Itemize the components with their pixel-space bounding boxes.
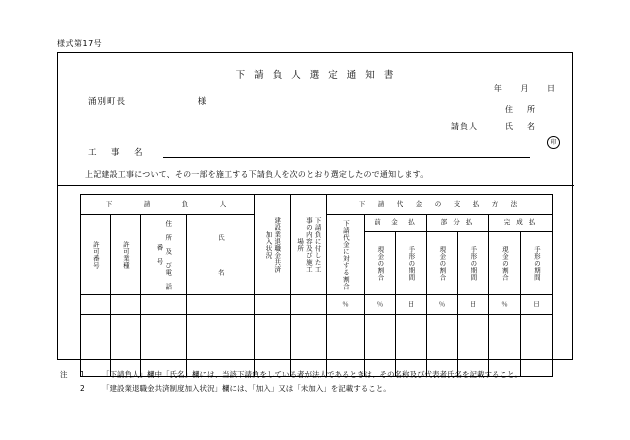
note-number: 2 [80,384,85,393]
unit-cell-partial-cash: ％ [427,295,458,315]
header-shitauke-koji [291,195,327,295]
header-advance-cash-ratio-wrap: 現金の割合 [376,245,385,281]
header-address-phone-wrap: 住 所 及 び電 話 番 号 [155,219,173,297]
unit-cell-name [187,295,255,315]
form-number: 様式第17号 [57,39,103,48]
contractor-block [451,101,538,135]
subcontractor-table [80,194,553,377]
header-permit-number-wrap: 許可番号 [91,240,100,269]
unit-cell-permit-type [111,295,141,315]
header-taishoku [255,195,291,295]
header-permit-type-wrap: 許可業種 [121,240,130,269]
contractor-address-label: 住 所 [505,105,538,114]
header-final-cash-ratio [489,232,521,295]
header-final-payment: 完 成 払 [489,215,553,232]
header-advance-bill-term [396,232,427,295]
unit-cell-advance-cash: ％ [365,295,396,315]
contractor-label: 請負人 [451,122,478,131]
header-final-bill-term [521,232,553,295]
unit-cell-final-cash: ％ [489,295,521,315]
header-permit-type [111,215,141,295]
seal-icon: 印 [547,136,560,149]
project-name-label: 工 事 名 [88,148,146,158]
entry-cell-final-bill[interactable] [521,315,553,377]
header-shitauke-ratio-wrap: 下請代金に対する割合 [341,219,350,290]
addressee-name: 涌別町長 [88,97,127,107]
date-line [480,83,556,94]
notes-label-spacer [60,382,80,396]
header-shitauke-ratio [327,215,365,295]
section-divider [58,185,574,186]
note-item [60,368,522,382]
unit-cell-ratio: ％ [327,295,365,315]
note-item [60,382,522,396]
header-partial-bill-term [458,232,489,295]
unit-cell-address-phone [141,295,187,315]
header-advance-cash-ratio [365,232,396,295]
header-partial-cash-ratio [427,232,458,295]
contractor-name-label: 氏 名 [505,122,538,131]
unit-cell-advance-bill: 日 [396,295,427,315]
header-advance-payment: 前 金 払 [365,215,427,232]
header-advance-bill-term-wrap: 手形の期間 [407,245,416,281]
addressee-honorific: 様 [197,97,208,107]
note-text: 「下請負人」欄中「氏名」欄には、当該下請負をしている者が法人であるときは、その名称及び代表者氏名を記載すること。 [102,370,522,379]
note-number: 1 [80,370,85,379]
header-permit-number [81,215,111,295]
date-year: 年 [493,84,503,93]
date-day: 日 [547,84,556,93]
note-text: 「建設業退職金共済制度加入状況」欄には、「加入」又は「未加入」を記載すること。 [102,384,391,393]
header-partial-bill-term-wrap: 手形の期間 [469,245,478,281]
notes-label: 注 [60,370,68,379]
addressee [88,95,207,107]
project-name-rule [163,157,530,158]
header-partial-payment: 部 分 払 [427,215,489,232]
form-outer-frame [57,52,573,360]
header-subcontractor-group: 下 請 負 人 [81,195,255,215]
date-month: 月 [520,84,530,93]
header-payment-group: 下 請 代 金 の 支 払 方 法 [327,195,553,215]
unit-cell-taishoku [255,295,291,315]
header-shitauke-koji-wrap: 下請負に付した工事の内容及び施工場所 [296,216,322,273]
document-title: 下 請 負 人 選 定 通 知 書 [235,70,397,81]
header-final-cash-ratio-wrap: 現金の割合 [500,245,509,281]
notes-section [60,368,522,396]
header-taishoku-wrap: 建設業退職金共済加入状況 [264,216,282,273]
header-address-phone [141,215,187,295]
unit-cell-partial-bill: 日 [458,295,489,315]
header-partial-cash-ratio-wrap: 現金の割合 [438,245,447,281]
header-name [187,215,255,295]
unit-cell-shitauke-koji [291,295,327,315]
unit-cell-final-bill: 日 [521,295,553,315]
table-unit-row [81,295,553,315]
header-final-bill-term-wrap: 手形の期間 [532,245,541,281]
header-name-wrap: 氏 名 [216,233,225,276]
unit-cell-permit-number [81,295,111,315]
statement-text: 上記建設工事について、その一部を施工する下請負人を次のとおり選定したので通知します。 [85,170,429,179]
table-header-row-1 [81,195,553,215]
